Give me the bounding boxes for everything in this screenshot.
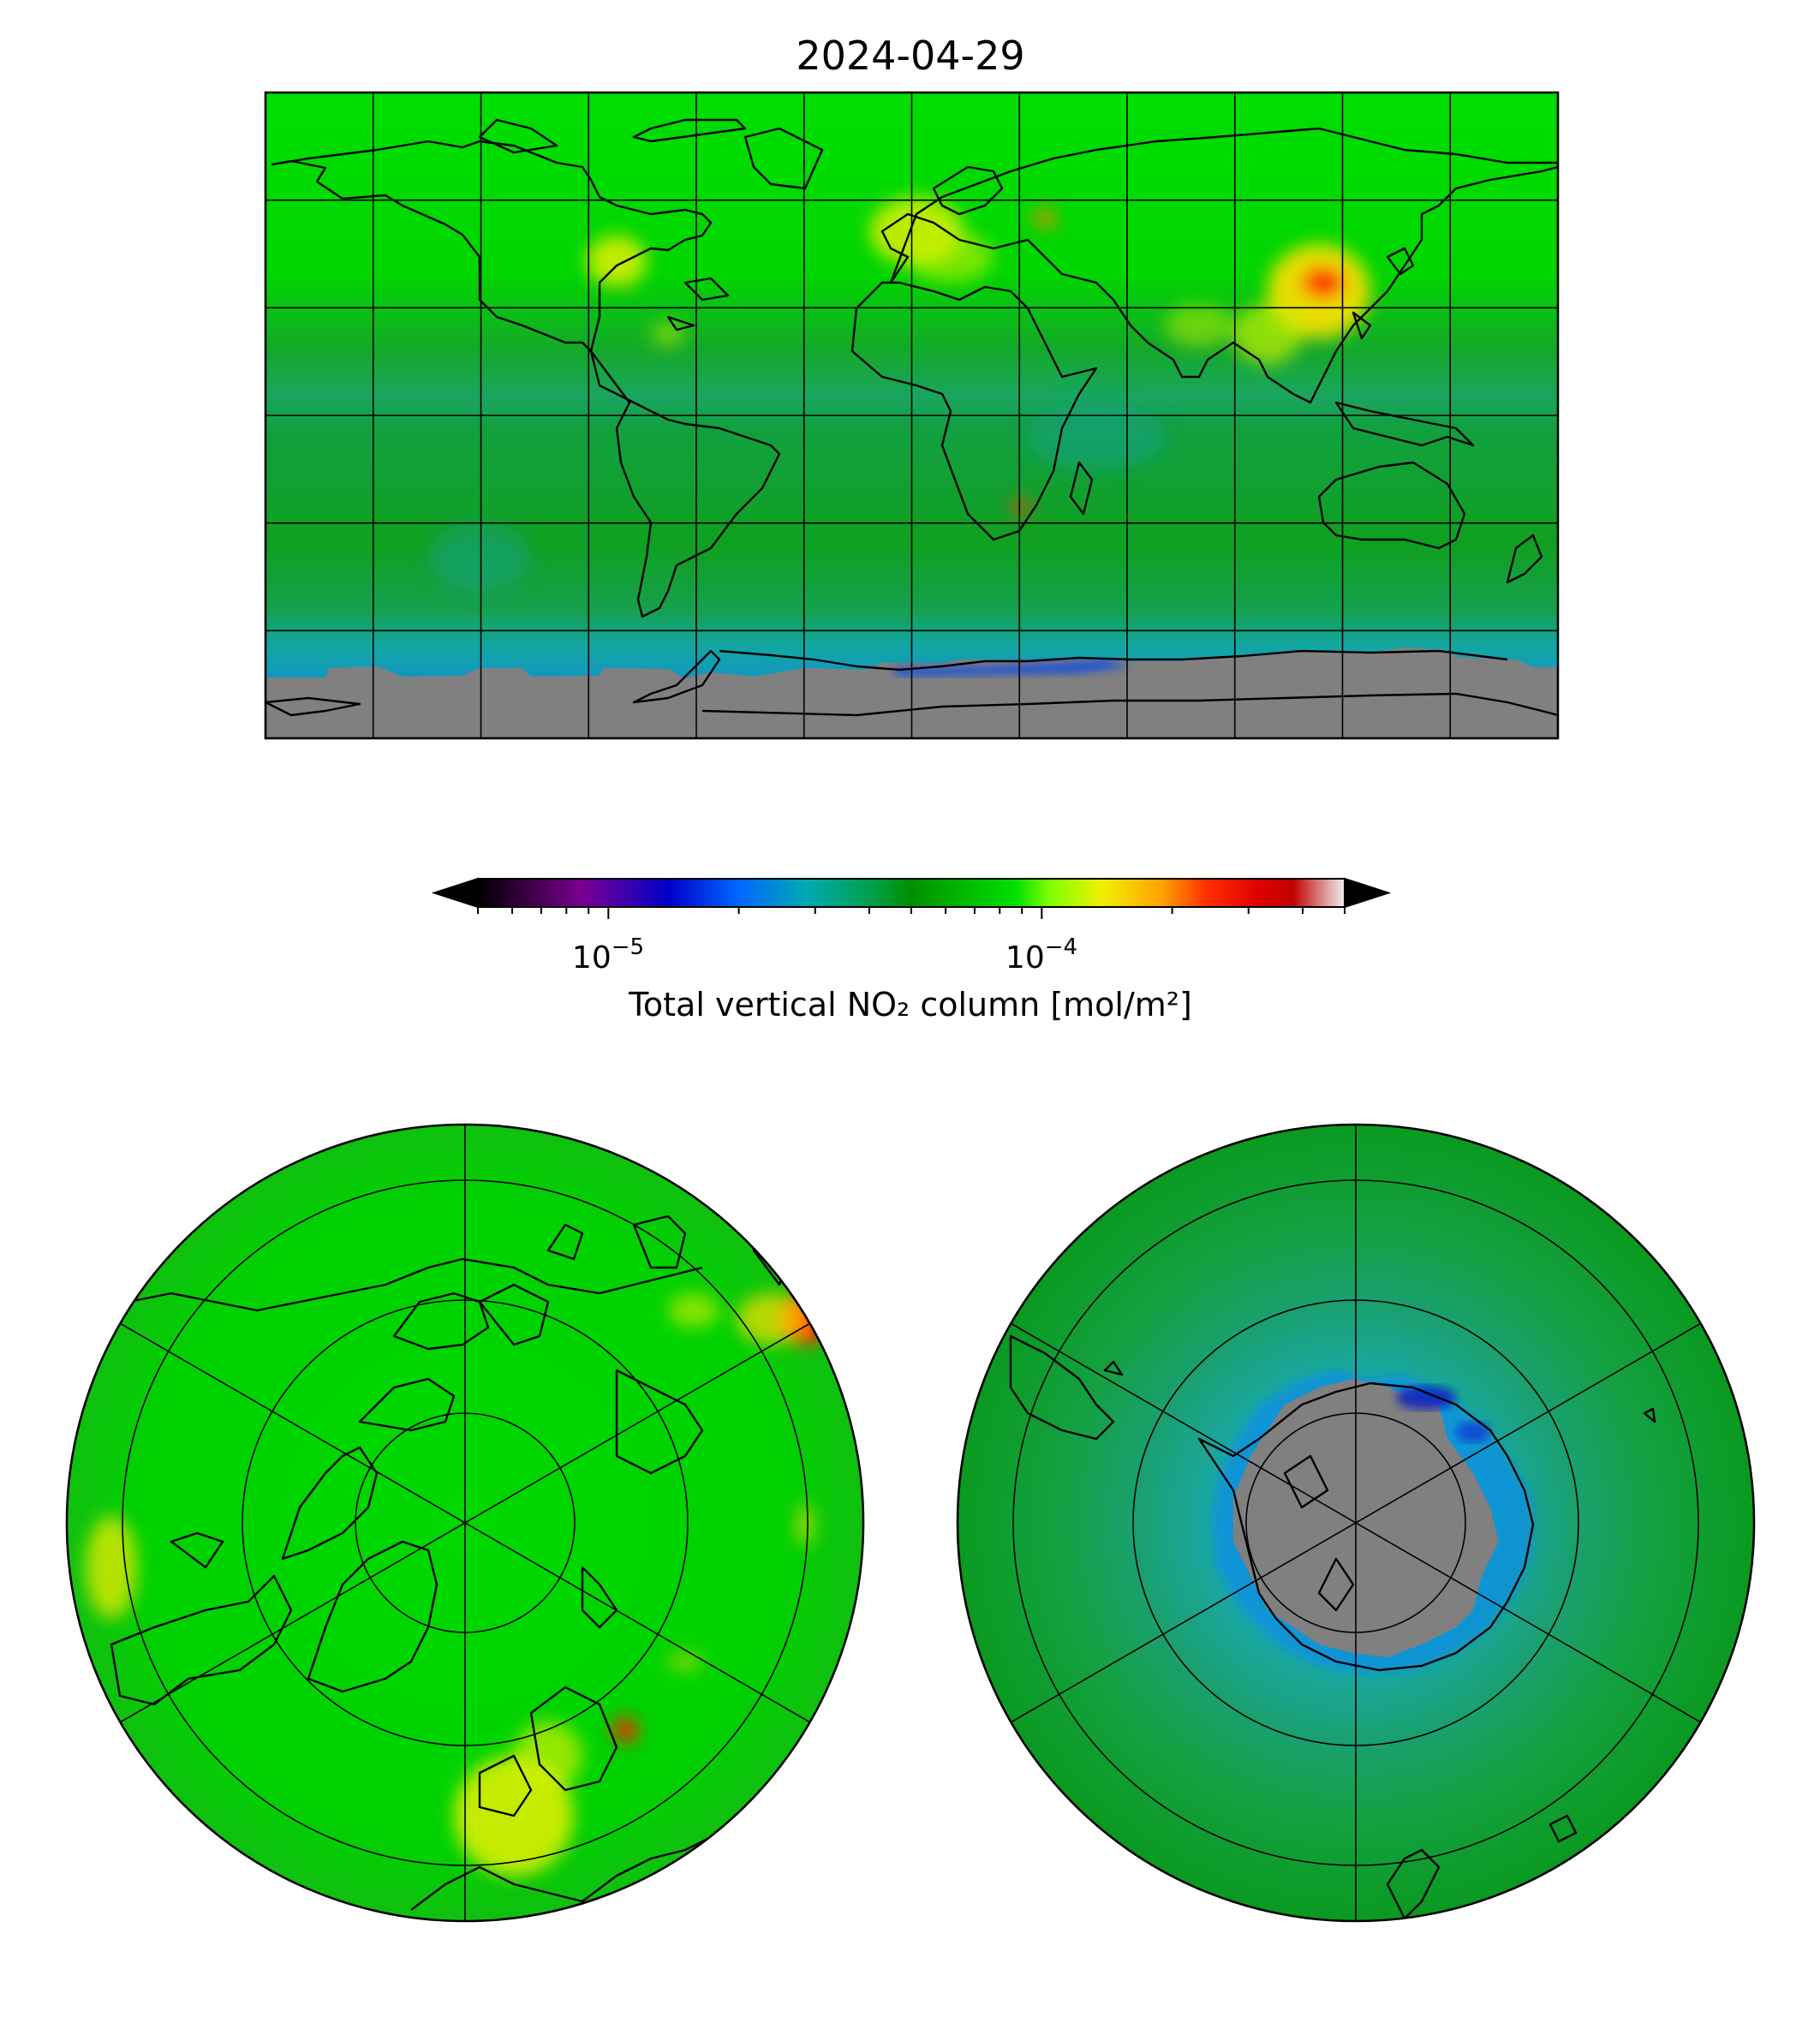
colorbar — [434, 879, 1388, 1023]
global-map — [266, 92, 1558, 738]
colorbar-label: Total vertical NO₂ column [mol/m²] — [629, 986, 1192, 1023]
antarctic-map — [958, 1125, 1754, 1921]
arctic-map — [67, 1125, 863, 1921]
colorbar-under-extension — [434, 879, 478, 907]
antarctic-map-deep-blue — [1396, 1386, 1456, 1410]
colorbar-tick-label-1e-4: $10^{-4}$ — [1005, 934, 1078, 976]
colorbar-tick-label-1e-5: $10^{-5}$ — [571, 934, 645, 976]
colorbar-over-extension — [1345, 879, 1388, 907]
colorbar-gradient — [478, 879, 1345, 907]
antarctic-map-deep-blue-2 — [1456, 1422, 1490, 1442]
colorbar-ticks — [478, 907, 1345, 919]
figure-title: 2024-04-29 — [796, 33, 1025, 79]
